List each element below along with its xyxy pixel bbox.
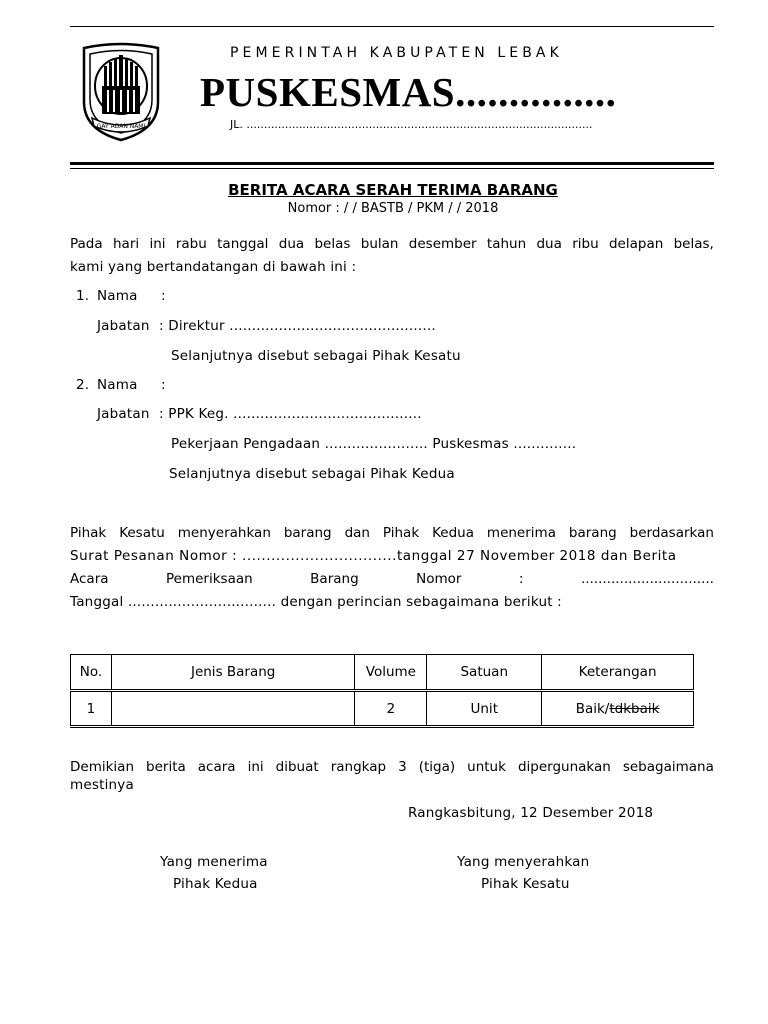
justified-word: sebagaimana [622, 759, 714, 775]
justified-word: ini [149, 236, 166, 252]
handover-word: Nomor [416, 571, 462, 587]
justified-word: dipergunakan [517, 759, 611, 775]
cell-note [542, 691, 694, 727]
justified-word: tanggal [217, 236, 269, 252]
justified-word: berita [146, 759, 186, 775]
items-table [70, 654, 694, 728]
document-number: Nomor : / / BASTB / PKM / / 2018 [287, 201, 499, 216]
letterhead-rule-thin [70, 168, 714, 169]
justified-word: desember [408, 236, 477, 252]
justified-word: Pihak [382, 525, 420, 541]
handover-word: Barang [310, 571, 359, 587]
closing-line-1 [70, 759, 714, 775]
note-kept: Baik/ [575, 700, 610, 717]
table-header-row [71, 655, 694, 691]
justified-word: rabu [175, 236, 207, 252]
justified-word: untuk [467, 759, 506, 775]
justified-word: rangkap [330, 759, 387, 775]
handover-line-2: Surat Pesanan Nomor : ................................tanggal 27 November 2018 dan Berita [70, 548, 677, 564]
justified-word: tahun [486, 236, 527, 252]
column-header-note: Keterangan [542, 655, 694, 691]
justified-word: delapan [608, 236, 664, 252]
party1-name-separator: : [161, 288, 166, 304]
party1-number: 1. [76, 288, 90, 304]
justified-word: berdasarkan [629, 525, 714, 541]
justified-word: belas [314, 236, 351, 252]
justified-word: ini [247, 759, 264, 775]
justified-word: (tiga) [418, 759, 456, 775]
handover-word: Pemeriksaan [166, 571, 253, 587]
giver-title: Yang menyerahkan [457, 854, 590, 870]
party2-role: Selanjutnya disebut sebagai Pihak Kedua [169, 466, 455, 482]
justified-word: dan [344, 525, 370, 541]
justified-word: Kedua [432, 525, 474, 541]
handover-word: : [518, 571, 524, 587]
government-name: PEMERINTAH KABUPATEN LEBAK [230, 45, 563, 61]
column-header-item: Jenis Barang [111, 655, 354, 691]
note-struck: tdkbaik [609, 700, 660, 717]
intro-line-1 [70, 236, 714, 252]
handover-line-1 [70, 525, 714, 541]
party1-role: Selanjutnya disebut sebagai Pihak Kesatu [171, 348, 461, 364]
party2-name-separator: : [161, 377, 166, 393]
logo-ribbon-text: GAY ADAN NAMI [96, 123, 146, 130]
letterhead-rule-thick [70, 162, 714, 165]
giver-party: Pihak Kesatu [481, 876, 570, 892]
party2-position-label: Jabatan [97, 406, 150, 422]
justified-word: barang [568, 525, 617, 541]
justified-word: 3 [398, 759, 407, 775]
justified-word: menyerahkan [177, 525, 271, 541]
party2-name-label: Nama [97, 377, 138, 393]
closing-line-2: mestinya [70, 777, 134, 793]
cell-unit: Unit [427, 691, 542, 727]
cell-volume: 2 [355, 691, 427, 727]
justified-word: Kesatu [119, 525, 165, 541]
justified-word: Pihak [70, 525, 107, 541]
regency-emblem-logo [78, 42, 164, 142]
institution-name: PUSKESMAS............... [200, 69, 617, 115]
party2-work: Pekerjaan Pengadaan ....................... Puskesmas .............. [171, 436, 577, 452]
justified-word: dibuat [275, 759, 319, 775]
justified-word: bulan [360, 236, 399, 252]
justified-word: Demikian [70, 759, 134, 775]
table-row [71, 691, 694, 727]
document-title: BERITA ACARA SERAH TERIMA BARANG [228, 181, 558, 199]
justified-word: menerima [486, 525, 556, 541]
receiver-party: Pihak Kedua [173, 876, 258, 892]
cell-no: 1 [71, 691, 112, 727]
column-header-unit: Satuan [427, 655, 542, 691]
party1-name-label: Nama [97, 288, 138, 304]
justified-word: Pada [70, 236, 103, 252]
justified-word: dua [536, 236, 562, 252]
justified-word: hari [112, 236, 140, 252]
handover-word: Acara [70, 571, 109, 587]
party2-number: 2. [76, 377, 90, 393]
justified-word: ribu [572, 236, 599, 252]
receiver-title: Yang menerima [160, 854, 268, 870]
party2-position-value: : PPK Keg. .......................................... [159, 406, 422, 422]
place-date: Rangkasbitung, 12 Desember 2018 [408, 805, 654, 821]
party1-position-value: : Direktur .............................................. [159, 318, 436, 334]
handover-word: ............................... [580, 571, 714, 587]
justified-word: acara [197, 759, 236, 775]
institution-address: JL. ................................................................................................... [230, 118, 593, 131]
justified-word: barang [283, 525, 332, 541]
column-header-volume: Volume [355, 655, 427, 691]
handover-line-3 [70, 571, 714, 587]
cell-item [111, 691, 354, 727]
column-header-no: No. [71, 655, 112, 691]
handover-line-4: Tanggal ................................. dengan perincian sebagaimana berikut : [70, 594, 562, 610]
justified-word: belas, [673, 236, 714, 252]
intro-line-2: kami yang bertandatangan di bawah ini : [70, 259, 357, 275]
top-rule [70, 26, 714, 27]
justified-word: dua [278, 236, 305, 252]
party1-position-label: Jabatan [97, 318, 150, 334]
